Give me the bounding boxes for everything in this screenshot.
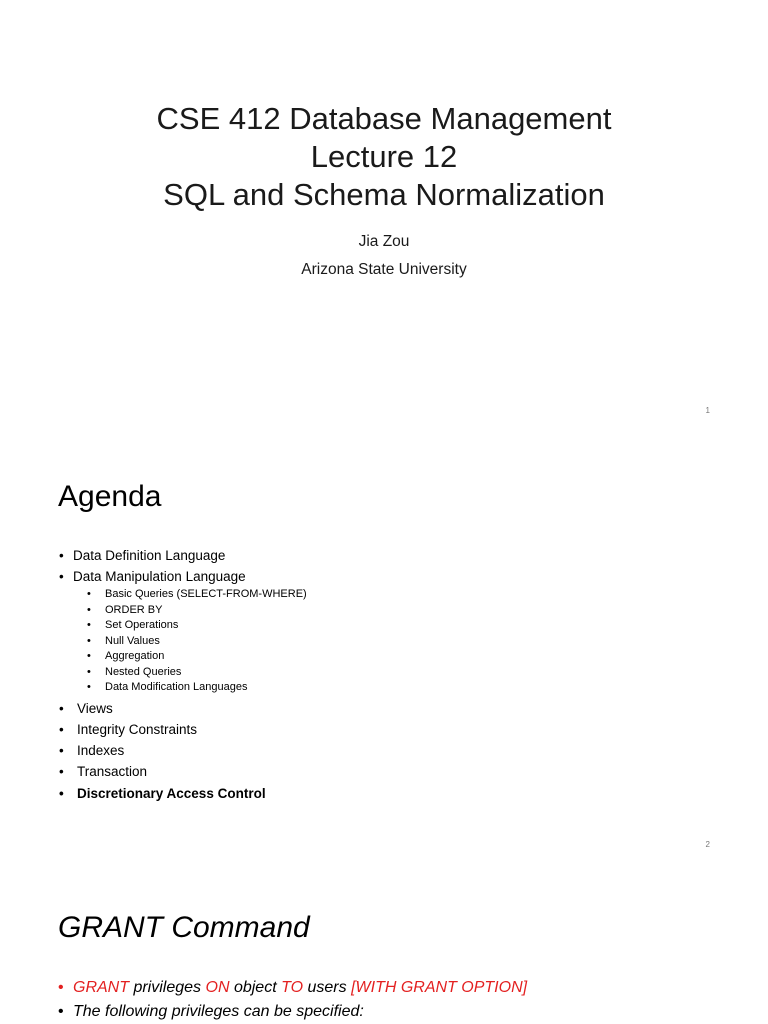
agenda-item: • Integrity Constraints [58,719,698,740]
agenda-item: • Views [58,698,698,719]
title-line-course: CSE 412 Database Management [156,101,612,136]
slide-subtitle [0,228,768,284]
agenda-subitem: • Data Modification Languages [58,680,698,696]
grant-body [58,976,748,1024]
privileges-intro-line [58,1000,748,1024]
affiliation: Arizona State University [301,261,467,278]
title-slide [0,0,768,432]
title-line-lecture: Lecture 12 [310,139,458,174]
agenda-item-current: • Discretionary Access Control [58,783,698,804]
keyword-grant: GRANT [73,979,129,996]
agenda-subitem: • Nested Queries [58,665,698,681]
privileges-text: privileges [133,979,202,996]
bullet: • [58,979,64,996]
agenda-item: • Indexes [58,740,698,761]
agenda-item: • Data Manipulation Language [58,566,698,587]
agenda-item: • Transaction [58,761,698,782]
grant-slide [0,866,768,1024]
agenda-subitem: • Null Values [58,634,698,650]
agenda-subitem: • ORDER BY [58,603,698,619]
page-number: 2 [705,840,710,849]
bullet: • [58,1003,64,1020]
keyword-to: TO [281,979,304,996]
object-text: object [233,979,277,996]
users-text: users [307,979,347,996]
page-number: 1 [705,406,710,415]
title-line-topic: SQL and Schema Normalization [163,177,605,212]
privileges-intro: The following privileges can be specified: [73,1003,364,1020]
agenda-subitem: • Aggregation [58,649,698,665]
agenda-subitem: • Basic Queries (SELECT-FROM-WHERE) [58,587,698,603]
keyword-on: ON [205,979,230,996]
author-name: Jia Zou [358,233,410,250]
agenda-title: Agenda [58,480,162,513]
grant-syntax-line [58,976,748,1000]
agenda-list [58,545,698,804]
agenda-subitem: • Set Operations [58,618,698,634]
grant-title: GRANT Command [58,911,310,944]
grant-option: [WITH GRANT OPTION] [351,979,528,996]
agenda-slide [0,433,768,865]
slide-title [0,100,768,214]
agenda-item: • Data Definition Language [58,545,698,566]
